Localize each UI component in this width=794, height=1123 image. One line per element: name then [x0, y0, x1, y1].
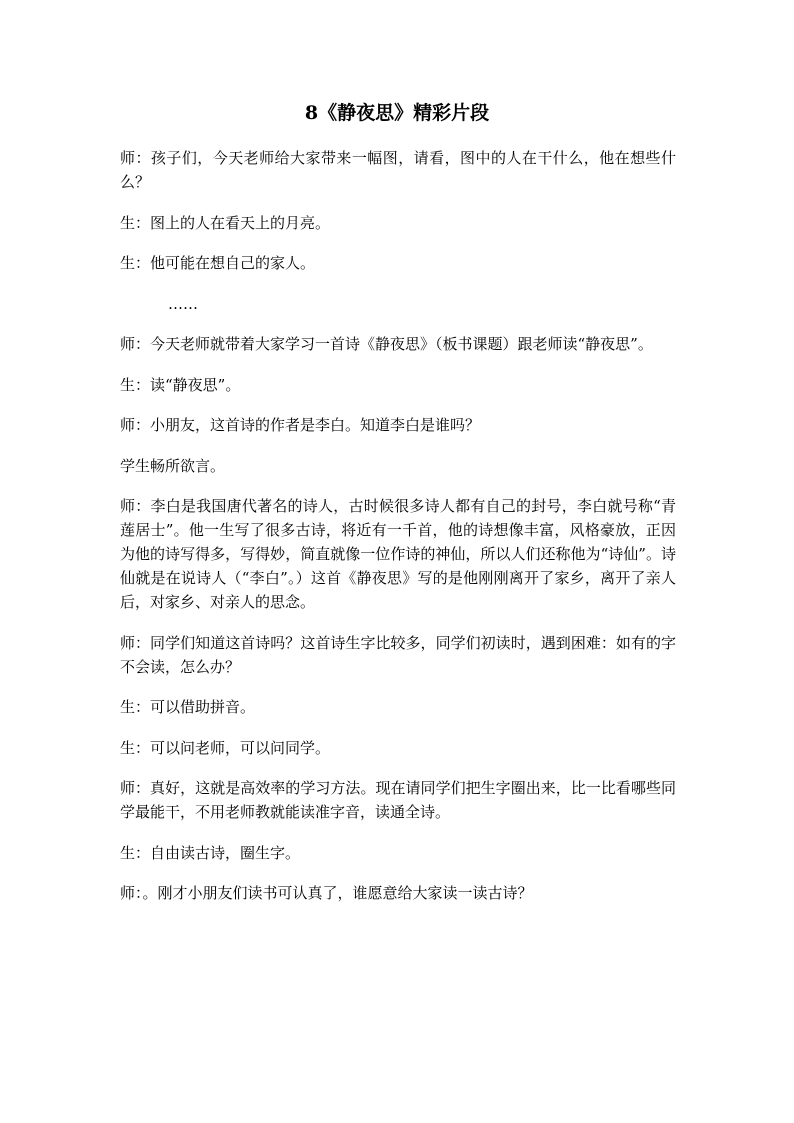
paragraph: 生：他可能在想自己的家人。 — [120, 254, 316, 272]
paragraph: 师：。刚才小朋友们读书可认真了，谁愿意给大家读一读古诗？ — [120, 884, 533, 902]
paragraph: 生：可以借助拼音。 — [120, 698, 256, 716]
paragraph: 生：自由读古诗，圈生字。 — [120, 843, 301, 862]
paragraph: 师：小朋友，这首诗的作者是李白。知道李白是谁吗？ — [120, 416, 481, 434]
paragraph: 生：可以问老师，可以问同学。 — [120, 738, 331, 757]
paragraph: 师：同学们知道这首诗吗？这首诗生字比较多，同学们初读时，遇到困难：如有的字不会读，怎么办？ — [120, 633, 676, 676]
paragraph: 师：孩子们，今天老师给大家带来一幅图，请看，图中的人在干什么，他在想些什么？ — [120, 149, 676, 191]
paragraph: 生：图上的人在看天上的月亮。 — [120, 213, 331, 232]
paragraph: 师：李白是我国唐代著名的诗人，古时候很多诗人都有自己的封号，李白就号称“青莲居士”。他一生写了很多古诗，将近有一千首，他的诗想像丰富，风格豪放，正因为他的诗写得多，写得妙，简直就像一位作诗的神仙，所以人们还称他为“诗仙”。诗仙就是在说诗人（“李白”。）这首《静夜思》写的是他刚刚离开了家乡，离开了亲人后，对家乡、对亲人的思念。 — [120, 497, 676, 611]
paragraph: 师：今天老师就带着大家学习一首诗《静夜思》（板书课题）跟老师读“静夜思”。 — [120, 335, 653, 353]
ellipsis-paragraph: …… — [168, 294, 198, 313]
paragraph: 师：真好，这就是高效率的学习方法。现在请同学们把生字圈出来，比一比看哪些同学最能干，不用老师教就能读准字音，读通全诗。 — [120, 779, 676, 821]
document-title: 8《静夜思》精彩片段 — [304, 102, 490, 124]
paragraph: 生：读“静夜思”。 — [120, 375, 241, 394]
document-body — [120, 146, 676, 922]
paragraph: 学生畅所欲言。 — [120, 456, 226, 475]
